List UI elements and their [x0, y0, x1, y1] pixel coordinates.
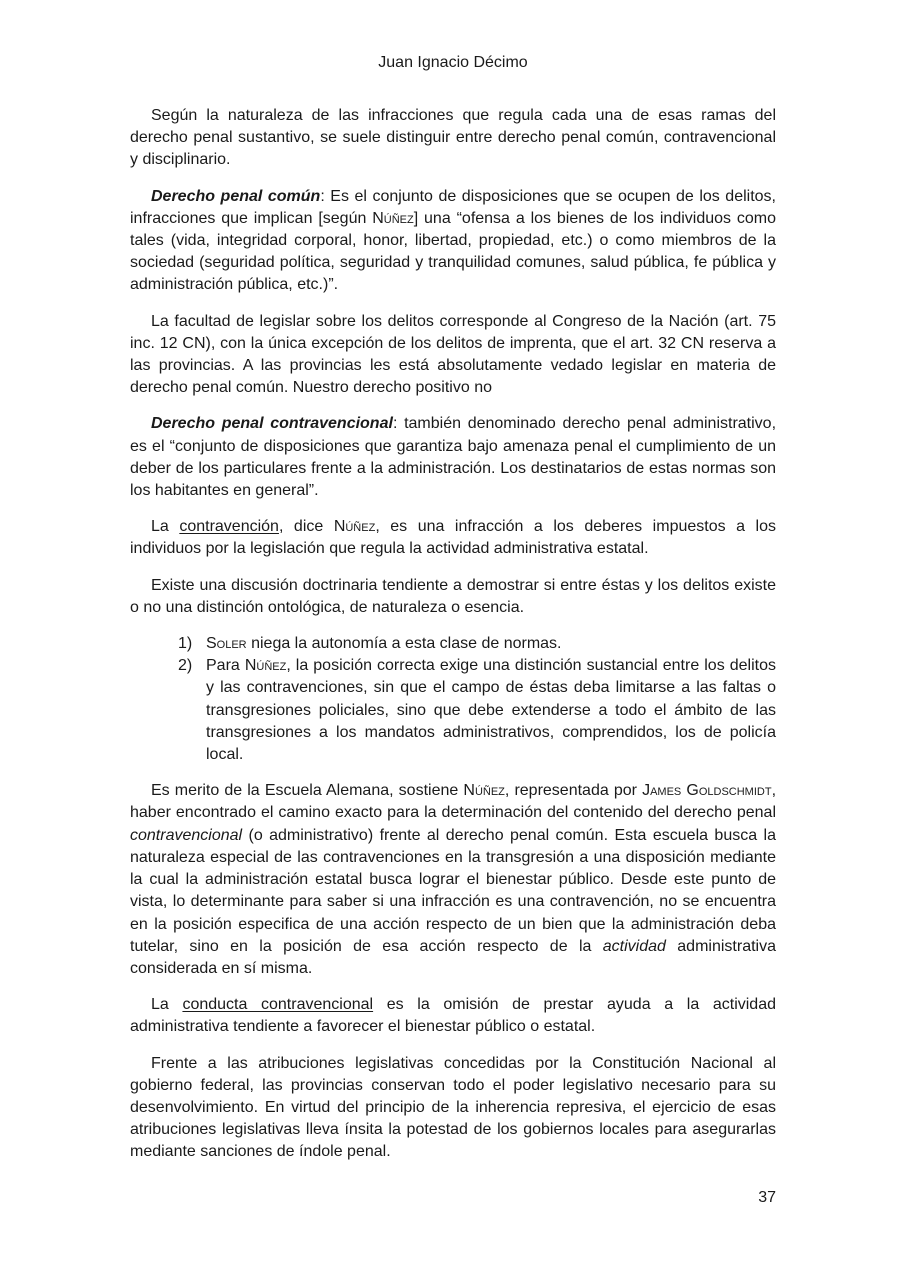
term-conducta-contravencional: conducta contravencional — [182, 996, 374, 1014]
author-name: Núñez — [333, 518, 376, 536]
running-header: Juan Ignacio Décimo — [378, 54, 528, 71]
page-number: 37 — [758, 1189, 776, 1206]
paragraph-facultad-legislar: La facultad de legislar sobre los delitos corresponde al Congreso de la Nación (art. 75 inc. 12 CN), con la única excepción de los delitos de imprenta, que el art. 32 CN reserva a las provincias. A las provincias les está absolutamente vedado legislar en materia de derecho penal común. Nuestro derecho positivo no — [130, 312, 776, 397]
paragraph-atribuciones-legislativas: Frente a las atribuciones legislativas concedidas por la Constitución Nacional al gobierno federal, las provincias conservan todo el poder legislativo necesario para su desenvolvimiento. En virtud del principio de la inherencia represiva, el ejercicio de esas atribuciones legislativas lleva ínsita la potestad de los gobiernos locales para asegurarlas mediante sanciones de índole penal. — [130, 1054, 776, 1161]
paragraph-derecho-penal-comun: Derecho penal común: Es el conjunto de disposiciones que se ocupen de los delitos, infracciones que implican [según Núñez] una “ofensa a los bienes de los individuos como tales (vida, integridad corporal, honor, libertad, propiedad, etc.) o como miembros de la sociedad (seguridad política, seguridad y tranquilidad comunes, salud pública, fe pública y administración pública, etc.)”. — [130, 187, 777, 294]
term-derecho-penal-contravencional: Derecho penal contravencional — [151, 415, 393, 433]
emphasis-actividad: actividad — [602, 937, 666, 955]
paragraph-classification: Según la naturaleza de las infracciones que regula cada una de esas ramas del derecho penal sustantivo, se suele distinguir entre derecho penal común, contravencional y disciplinario. — [130, 107, 776, 169]
emphasis-contravencional: contravencional — [130, 826, 243, 844]
list-item: 2) Para Núñez, la posición correcta exige una distinción sustancial entre los delitos y las contravenciones, sin que el campo de éstas deba limitarse a las faltas o transgresiones policiales, sino que debe extenderse a todo el ámbito de las transgresiones a los mandatos administrativos, comprendidos, los de policía local. — [178, 657, 776, 764]
term-contravencion: contravención — [179, 518, 279, 536]
paragraph-discusion-doctrinaria: Existe una discusión doctrinaria tendiente a demostrar si entre éstas y los delitos existe o no una distinción ontológica, de naturaleza o esencia. — [130, 576, 776, 616]
paragraph-conducta-contravencional: La conducta contravencional es la omisión de prestar ayuda a la actividad administrativa tendiente a favorecer el bienestar público o estatal. — [130, 996, 776, 1036]
author-name: Núñez — [372, 209, 414, 227]
author-name: Soler — [206, 635, 247, 653]
paragraph-escuela-alemana: Es merito de la Escuela Alemana, sostiene Núñez, representada por James Goldschmidt, haber encontrado el camino exacto para la determinación del contenido del derecho penal contravencional (o administrativo) frente al derecho penal común. Esta escuela busca la naturaleza especial de las contravenciones en la transgresión a una disposición mediante la cual la administración estatal busca lograr el bienestar público. Desde este punto de vista, lo determinante para saber si una infracción es una contravención, no se encuentra en la posición especifica de una acción respecto de un bien que la administración deba tutelar, sino en la posición de esa acción respecto de la actividad administrativa considerada en sí misma. — [130, 782, 777, 977]
term-derecho-penal-comun: Derecho penal común — [151, 187, 321, 205]
author-name: Núñez — [463, 782, 505, 800]
paragraph-contravencion: La contravención, dice Núñez, es una infracción a los deberes impuestos a los individuos por la legislación que regula la actividad administrativa estatal. — [130, 518, 777, 558]
paragraph-derecho-contravencional: Derecho penal contravencional: también denominado derecho penal administrativo, es el “conjunto de disposiciones que garantiza bajo amenaza penal el cumplimiento de un deber de los particulares frente a la administración. Los destinatarios de estas normas son los habitantes en general”. — [130, 415, 777, 500]
page-body — [130, 105, 776, 1178]
author-name: James Goldschmidt — [642, 782, 772, 800]
numbered-list — [130, 633, 776, 766]
list-item: 1) Soler niega la autonomía a esta clase de normas. — [178, 635, 562, 653]
author-name: Núñez — [244, 657, 287, 675]
